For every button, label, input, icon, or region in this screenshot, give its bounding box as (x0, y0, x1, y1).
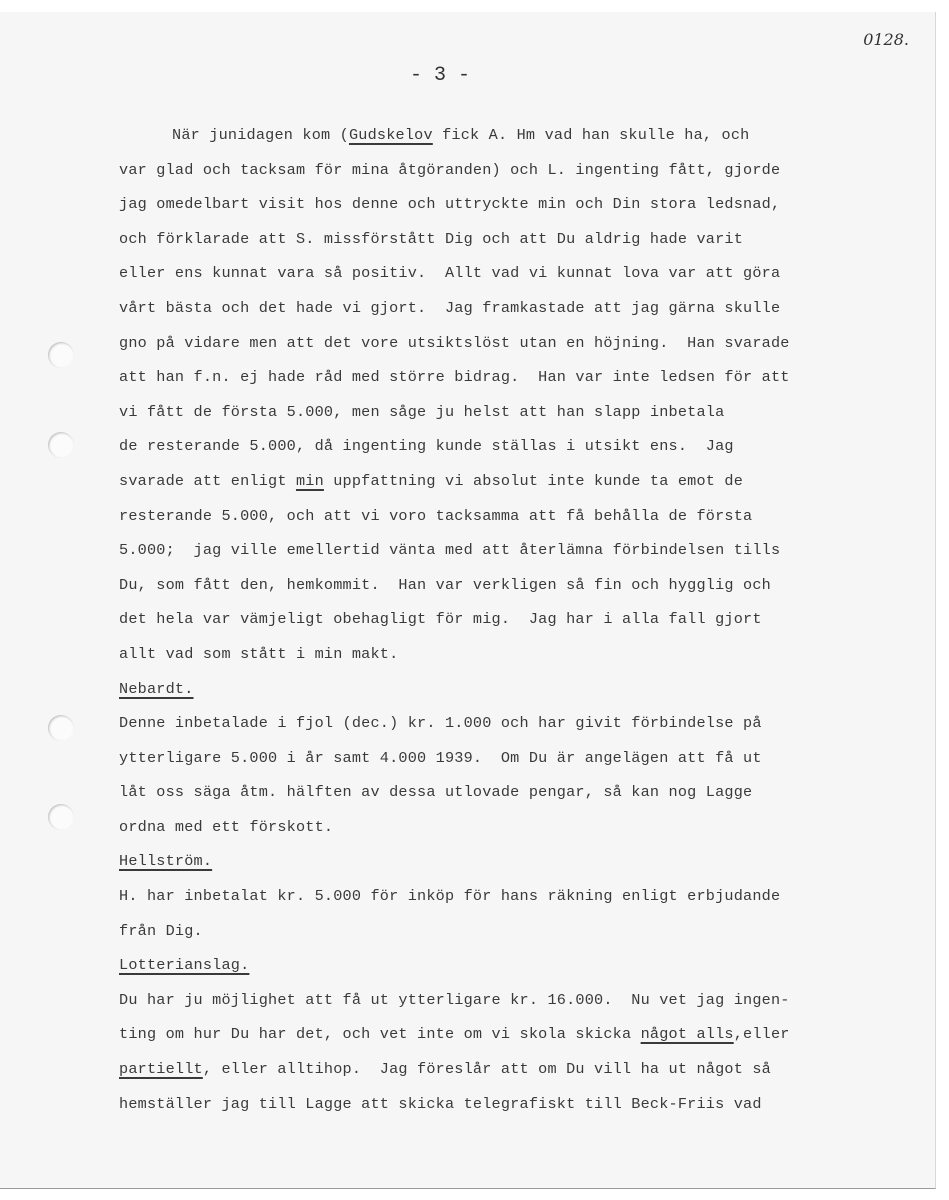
underlined-text: något alls (640, 1025, 734, 1044)
text-run: allt vad som stått i min makt. (119, 644, 399, 663)
text-line (119, 187, 879, 222)
section-heading (119, 948, 879, 983)
text-run: hemställer jag till Lagge att skicka telegrafiskt till Beck-Friis vad (119, 1094, 762, 1113)
text-run: När junidagen kom ( (172, 126, 349, 144)
text-run: 5.000; jag ville emellertid vänta med att återlämna förbindelsen tills (119, 541, 781, 560)
text-line (119, 775, 879, 810)
text-run: vårt bästa och det hade vi gjort. Jag framkastade att jag gärna skulle (119, 298, 781, 317)
text-line (119, 256, 879, 291)
text-line (119, 395, 879, 430)
letter-body (119, 118, 879, 1121)
page-number: - 3 - (409, 64, 470, 87)
text-run: var glad och tacksam för mina åtgöranden) och L. ingenting fått, gjorde (119, 160, 781, 179)
text-line (119, 153, 879, 188)
text-line (119, 326, 879, 361)
text-line (119, 429, 879, 464)
text-run: ,eller (733, 1025, 790, 1044)
text-line (119, 879, 879, 914)
text-line (119, 983, 879, 1018)
underlined-text: Nebardt. (119, 679, 194, 698)
text-run: från Dig. (119, 921, 203, 940)
text-run: ordna med ett förskott. (119, 817, 334, 836)
text-line (119, 637, 879, 672)
text-run: uppfattning vi absolut inte kunde ta emot de (323, 471, 744, 490)
text-run: svarade att enligt (119, 471, 296, 490)
text-line (119, 1087, 879, 1122)
text-run: ytterligare 5.000 i år samt 4.000 1939. Om Du är angelägen att få ut (119, 748, 762, 767)
text-line (119, 568, 879, 603)
text-run: H. har inbetalat kr. 5.000 för inköp för hans räkning enligt erbjudande (119, 887, 781, 906)
text-line (119, 499, 879, 534)
text-run: det hela var vämjeligt obehagligt för mig. Jag har i alla fall gjort (119, 610, 762, 629)
text-line (119, 914, 879, 949)
text-run: Du, som fått den, hemkommit. Han var verkligen så fin och hygglig och (119, 575, 771, 594)
underlined-text: Hellström. (119, 852, 213, 871)
text-line (119, 360, 879, 395)
text-run: jag omedelbart visit hos denne och uttryckte min och Din stora ledsnad, (119, 195, 781, 214)
punch-hole (48, 342, 74, 368)
text-run: resterande 5.000, och att vi voro tacksamma att få behålla de första (119, 506, 753, 525)
text-run: , eller alltihop. Jag föreslår att om Du vill ha ut något så (202, 1060, 771, 1079)
folio-number: 0128. (863, 30, 909, 49)
section-heading (119, 844, 879, 879)
text-run: och förklarade att S. missförstått Dig och att Du aldrig hade varit (119, 229, 744, 248)
text-line (119, 533, 879, 568)
text-run: fick A. Hm vad han skulle ha, och (432, 126, 750, 144)
text-line (119, 222, 879, 257)
punch-hole (48, 715, 74, 741)
text-run: Denne inbetalade i fjol (dec.) kr. 1.000 och har givit förbindelse på (119, 714, 762, 733)
text-run: Du har ju möjlighet att få ut ytterligare kr. 16.000. Nu vet jag ingen- (119, 990, 790, 1009)
text-line (119, 810, 879, 845)
text-run: eller ens kunnat vara så positiv. Allt vad vi kunnat lova var att göra (119, 264, 781, 283)
text-line (119, 464, 879, 499)
text-run: att han f.n. ej hade råd med större bidrag. Han var inte ledsen för att (119, 368, 790, 387)
underlined-text: min (295, 471, 324, 490)
text-line (119, 602, 879, 637)
punch-hole (48, 432, 74, 458)
text-line (119, 291, 879, 326)
underlined-text: Gudskelov (348, 126, 433, 144)
text-run: ting om hur Du har det, och vet inte om vi skola skicka (119, 1025, 641, 1044)
text-run: vi fått de första 5.000, men såge ju helst att han slapp inbetala (119, 402, 725, 421)
section-heading (119, 672, 879, 707)
text-run: gno på vidare men att det vore utsiktslöst utan en höjning. Han svarade (119, 333, 790, 352)
text-run: låt oss säga åtm. hälften av dessa utlovade pengar, så kan nog Lagge (119, 783, 753, 802)
document-page (0, 12, 936, 1189)
underlined-text: partiellt (119, 1060, 203, 1079)
text-line (119, 706, 879, 741)
underlined-text: Lotterianslag. (119, 956, 250, 975)
text-line (119, 741, 879, 776)
punch-hole (48, 804, 74, 830)
text-line (119, 1052, 879, 1087)
text-run: de resterande 5.000, då ingenting kunde ställas i utsikt ens. Jag (119, 437, 734, 456)
text-line (119, 118, 879, 153)
text-line (119, 1017, 879, 1052)
